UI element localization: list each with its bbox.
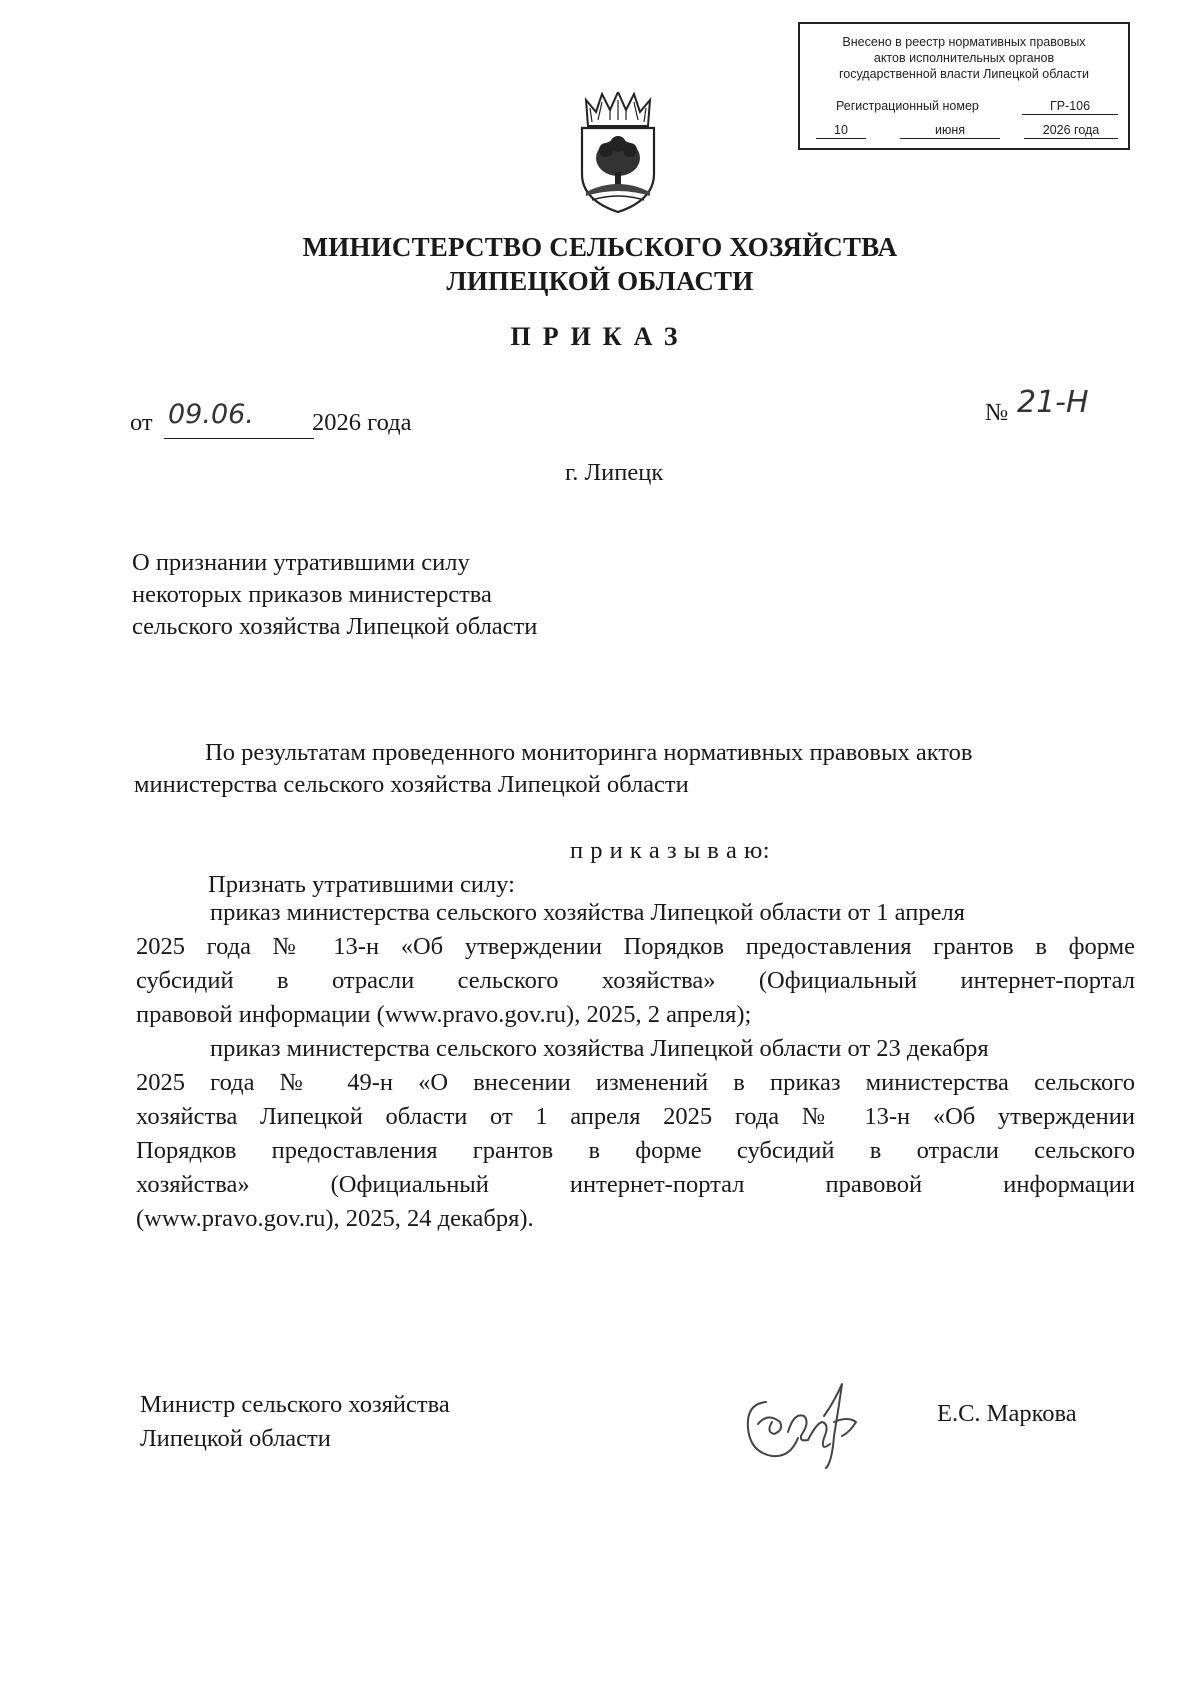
number-prefix: № [985,399,1009,426]
subject-line-2: некоторых приказов министерства [132,581,492,608]
item1-line-1: приказ министерства сельского хозяйства Липецкой области от 1 апреля [210,899,965,926]
signatory-position-line-1: Министр сельского хозяйства [140,1391,450,1418]
city: г. Липецк [565,459,664,486]
date-line [130,399,450,442]
stamp-reg-label: Регистрационный номер [836,99,979,113]
ministry-title-line-2: ЛИПЕЦКОЙ ОБЛАСТИ [446,266,754,296]
stamp-line-1: Внесено в реестр нормативных правовых [842,35,1086,49]
stamp-reg-number: ГР-106 [1022,98,1118,115]
preamble-line-2: министерства сельского хозяйства Липецкой области [134,771,689,798]
stamp-day: 10 [816,122,866,139]
subject-line-3: сельского хозяйства Липецкой области [132,613,538,640]
item2-line-4: Порядков предоставления грантов в форме субсидий в отрасли сельского [136,1137,1135,1164]
ministry-title-line-1: МИНИСТЕРСТВО СЕЛЬСКОГО ХОЗЯЙСТВА [302,232,898,262]
date-handwritten: 09.06. [168,399,254,430]
item2-line-2: 2025 года № 49-н «О внесении изменений в приказ министерства сельского [136,1069,1135,1096]
date-underline [164,438,314,439]
document-type: ПРИКАЗ [510,322,690,351]
body-intro: Признать утратившими силу: [208,871,515,898]
number-handwritten: 21-Н [1017,385,1089,420]
handwritten-signature [738,1372,868,1472]
subject-line-1: О признании утратившими силу [132,549,470,576]
item2-line-5: хозяйства» (Официальный интернет-портал правовой информации [136,1171,1135,1198]
coat-of-arms-icon [576,92,660,214]
signatory-name: Е.С. Маркова [937,1400,1077,1427]
item1-line-4: правовой информации (www.pravo.gov.ru), 2025, 2 апреля); [136,1001,752,1028]
document-number [985,385,1125,434]
signatory-position-line-2: Липецкой области [140,1425,331,1452]
preamble-line-1: По результатам проведенного мониторинга нормативных правовых актов [205,739,973,766]
date-year: 2026 года [312,409,412,436]
item1-line-3: субсидий в отрасли сельского хозяйства» (Официальный интернет-портал [136,967,1135,994]
registry-stamp [798,22,1130,150]
stamp-line-2: актов исполнительных органов [873,51,1055,65]
item2-line-3: хозяйства Липецкой области от 1 апреля 2025 года № 13-н «Об утверждении [136,1103,1135,1130]
stamp-year: 2026 года [1024,122,1118,139]
item2-line-6: (www.pravo.gov.ru), 2025, 24 декабря). [136,1205,534,1232]
date-prefix: от [130,409,153,436]
item1-line-2: 2025 года № 13-н «Об утверждении Порядков предоставления грантов в форме [136,933,1135,960]
item2-line-1: приказ министерства сельского хозяйства Липецкой области от 23 декабря [210,1035,989,1062]
stamp-month: июня [900,122,1000,139]
order-word: п р и к а з ы в а ю: [570,837,771,864]
stamp-line-3: государственной власти Липецкой области [838,67,1090,81]
